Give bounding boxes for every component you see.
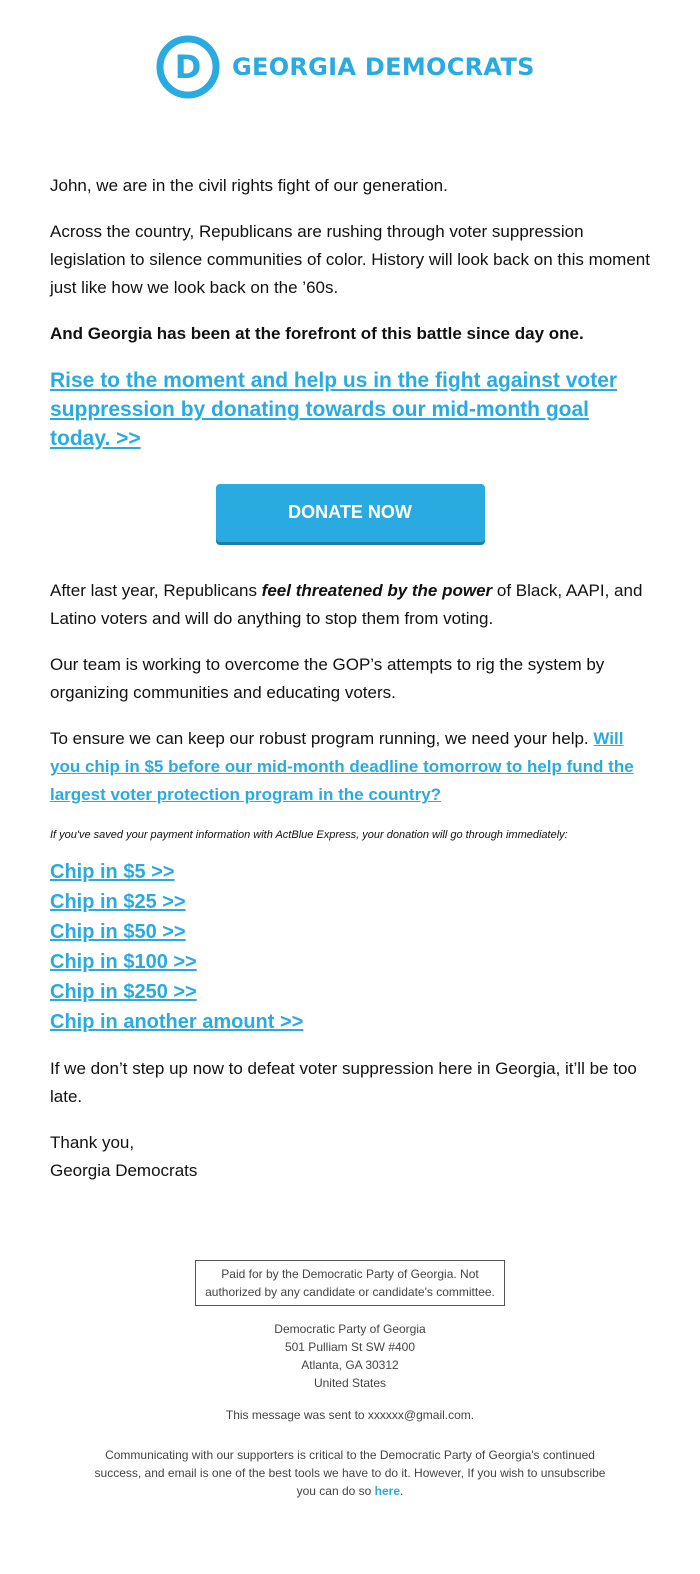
brand-logo[interactable]	[156, 35, 535, 99]
paragraph-6: If we don’t step up now to defeat voter suppression here in Georgia, it’ll be too late.	[50, 1059, 637, 1106]
mailing-address	[0, 1320, 700, 1392]
paragraph-5	[50, 725, 650, 809]
actblue-note: If you've saved your payment information with ActBlue Express, your donation will go through immediately:	[50, 829, 568, 841]
sent-to-notice	[0, 1406, 700, 1424]
paragraph-3	[50, 577, 650, 633]
unsubscribe-link[interactable]: here	[374, 1484, 401, 1498]
paragraph-1: Across the country, Republicans are rushing through voter suppression legislation to silence communities of color. History will look back on this moment just like how we look back on the ’60s.	[50, 222, 650, 297]
chip-in-25-link[interactable]: Chip in $25 >>	[50, 891, 186, 913]
logo-letter: D	[174, 48, 202, 86]
paragraph-3-end: of Black, AAPI, and Latino voters and will do anything to stop them from voting.	[50, 581, 643, 628]
greeting: John, we are in the civil rights fight of our generation.	[50, 176, 448, 195]
unsubscribe-end: .	[400, 1484, 404, 1498]
email-footer	[0, 1260, 700, 1500]
chip-in-5-inline-link[interactable]: Will you chip in $5 before our mid-month deadline tomorrow to help fund the largest voter protection program in the country?	[50, 729, 634, 804]
paragraph-2-bold: And Georgia has been at the forefront of this battle since day one.	[50, 324, 584, 343]
sent-to-prefix: This message was sent to	[225, 1408, 368, 1422]
paragraph-3-start: After last year, Republicans	[50, 581, 262, 600]
paragraph-4: Our team is working to overcome the GOP’s attempts to rig the system by organizing communities and educating voters.	[50, 655, 605, 702]
address-country: United States	[313, 1376, 387, 1390]
chip-in-50-link[interactable]: Chip in $50 >>	[50, 921, 186, 943]
unsubscribe-text: Communicating with our supporters is critical to the Democratic Party of Georgia's continued success, and email is one of the best tools we have to do it. However, If you wish to unsubscribe you can do so	[94, 1448, 606, 1498]
sent-to-suffix: .	[470, 1408, 475, 1422]
paragraph-5-text: To ensure we can keep our robust program running, we need your help.	[50, 729, 594, 748]
signature: Georgia Democrats	[50, 1161, 198, 1180]
chip-in-links	[50, 857, 650, 1037]
unsubscribe-notice	[90, 1446, 610, 1500]
recipient-email: xxxxxx@gmail.com	[367, 1408, 471, 1422]
donate-button-row	[50, 484, 650, 542]
chip-in-5-link[interactable]: Chip in $5 >>	[50, 861, 175, 883]
democrats-d-logo-icon	[156, 35, 220, 99]
signoff: Thank you,	[50, 1133, 135, 1152]
chip-in-other-amount-link[interactable]: Chip in another amount >>	[50, 1011, 304, 1033]
address-city: Atlanta, GA 30312	[301, 1358, 399, 1372]
headline-donate-link[interactable]: Rise to the moment and help us in the fight against voter suppression by donating towards our mid-month goal today. >>	[50, 369, 618, 450]
address-org: Democratic Party of Georgia	[274, 1322, 426, 1336]
donate-now-button[interactable]: DONATE NOW	[216, 484, 485, 542]
message-content	[50, 172, 650, 1185]
address-street: 501 Pulliam St SW #400	[284, 1340, 416, 1354]
paid-for-disclaimer: Paid for by the Democratic Party of Georgia. Not authorized by any candidate or candidate's committee.	[195, 1260, 505, 1306]
chip-in-250-link[interactable]: Chip in $250 >>	[50, 981, 197, 1003]
chip-in-100-link[interactable]: Chip in $100 >>	[50, 951, 197, 973]
paragraph-3-emphasis: feel threatened by the power	[261, 581, 493, 600]
brand-name: GEORGIA DEMOCRATS	[232, 53, 535, 81]
